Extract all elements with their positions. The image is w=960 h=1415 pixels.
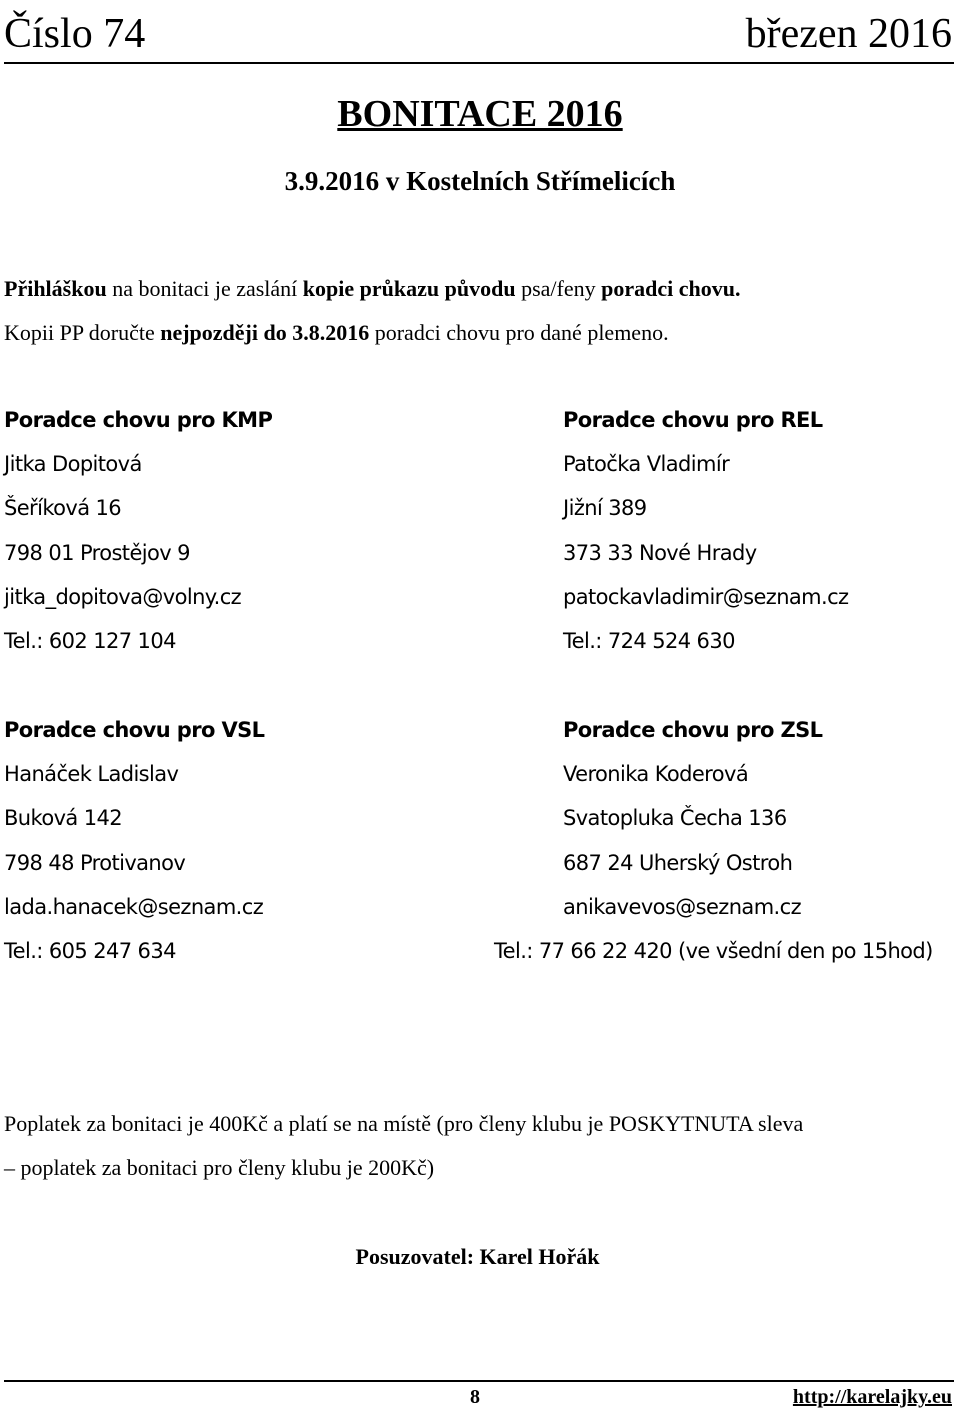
page-title: BONITACE 2016 (337, 93, 623, 135)
advisor-name: Veronika Koderová (563, 762, 749, 787)
judge: Posuzovatel: Karel Hořák (355, 1244, 600, 1269)
footer-rule (4, 1380, 954, 1382)
intro-line-1 (4, 276, 740, 302)
intro-segment: na bonitaci je zaslání (106, 276, 303, 301)
site-link[interactable]: http://karelajky.eu (792, 1386, 952, 1408)
advisor-city: 798 01 Prostějov 9 (4, 540, 190, 565)
advisor-rel (563, 398, 848, 663)
intro-segment: poradci chovu pro dané plemeno. (369, 320, 669, 345)
intro-segment: poradci chovu. (601, 276, 741, 301)
advisor-heading: Poradce chovu pro KMP (4, 408, 273, 432)
advisor-phone: Tel.: 602 127 104 (4, 628, 176, 653)
advisor-street: Svatopluka Čecha 136 (563, 806, 787, 831)
event-subtitle: 3.9.2016 v Kostelních Střímelicích (284, 166, 676, 196)
advisor-heading: Poradce chovu pro ZSL (563, 718, 823, 742)
advisor-zsl (494, 708, 933, 973)
advisor-phone: Tel.: 77 66 22 420 (ve všední den po 15hod) (494, 938, 933, 963)
intro-segment: nejpozději do 3.8.2016 (160, 320, 370, 345)
fee-line-2: – poplatek za bonitaci pro členy klubu je 200Kč) (4, 1155, 435, 1180)
advisor-email[interactable]: jitka_dopitova@volny.cz (4, 584, 242, 609)
intro-segment: kopie průkazu původu (302, 276, 516, 301)
advisor-city: 798 48 Protivanov (4, 850, 186, 875)
intro-segment: Přihláškou (4, 276, 107, 301)
intro-segment: Kopii PP doručte (4, 320, 161, 345)
issue-date: březen 2016 (745, 11, 952, 57)
page-number: 8 (470, 1386, 480, 1408)
advisor-street: Jižní 389 (563, 496, 647, 521)
header-rule (4, 62, 954, 64)
advisor-email[interactable]: anikavevos@seznam.cz (563, 894, 802, 919)
fee-line-1: Poplatek za bonitaci je 400Kč a platí se na místě (pro členy klubu je POSKYTNUTA sleva (4, 1111, 804, 1136)
advisor-street: Šeříková 16 (4, 496, 122, 521)
advisor-email[interactable]: patockavladimir@seznam.cz (563, 584, 849, 609)
advisor-phone: Tel.: 724 524 630 (563, 628, 735, 653)
advisor-city: 373 33 Nové Hrady (563, 540, 757, 565)
advisor-street: Buková 142 (4, 806, 123, 831)
advisor-vsl (4, 708, 264, 973)
advisor-name: Hanáček Ladislav (4, 762, 179, 787)
advisor-phone: Tel.: 605 247 634 (4, 938, 176, 963)
advisor-heading: Poradce chovu pro REL (563, 408, 823, 432)
advisor-city: 687 24 Uherský Ostroh (563, 850, 793, 875)
advisor-name: Patočka Vladimír (563, 452, 730, 477)
advisor-name: Jitka Dopitová (4, 452, 142, 477)
intro-segment: psa/feny (515, 276, 602, 301)
advisor-kmp (4, 398, 272, 663)
intro-line-2 (4, 320, 669, 346)
issue-number: Číslo 74 (4, 11, 146, 57)
advisor-email[interactable]: lada.hanacek@seznam.cz (4, 894, 264, 919)
advisor-heading: Poradce chovu pro VSL (4, 718, 265, 742)
